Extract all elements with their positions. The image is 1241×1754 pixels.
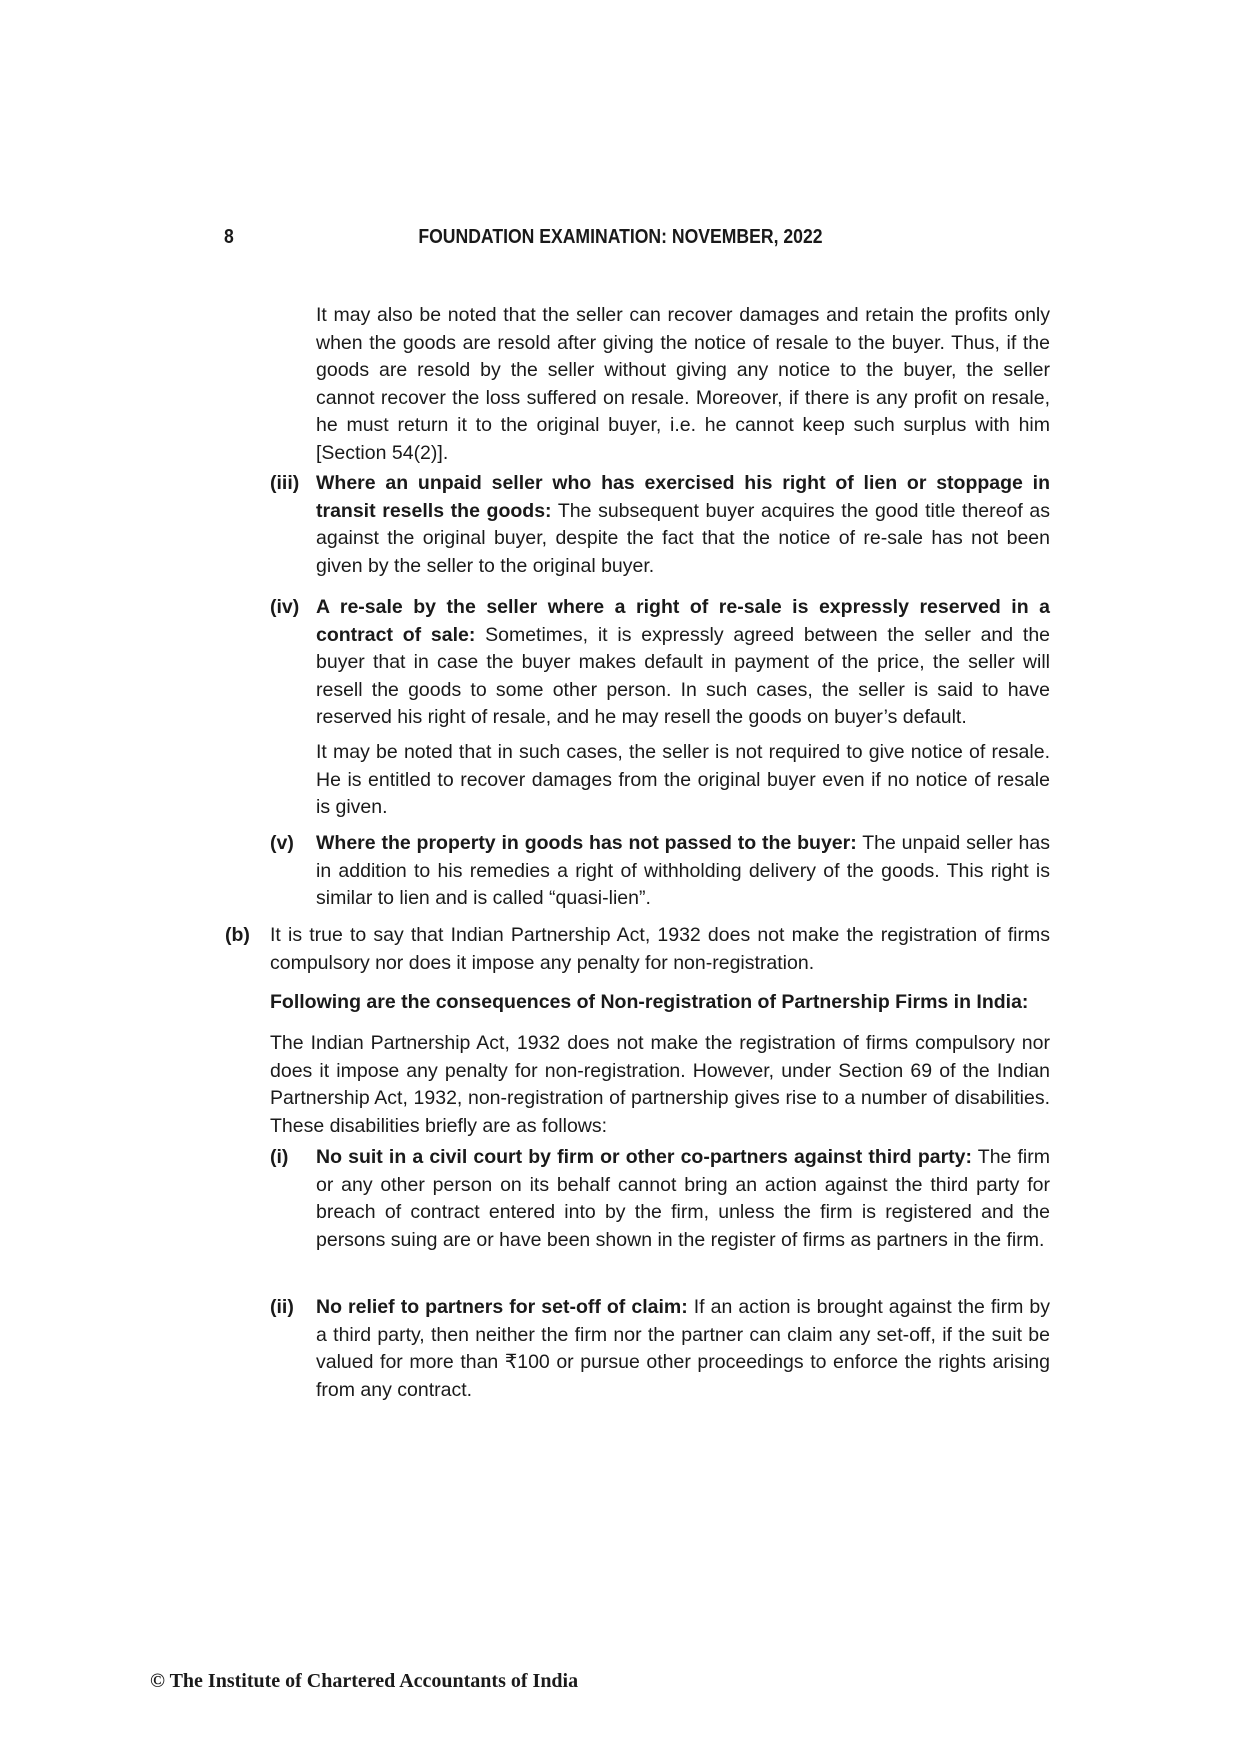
item-text: Sometimes, it is expressly agreed between the seller and the buyer that in case the buyer makes default in payment of the price, the seller will resell the goods to some other person. In such cases, the seller is said to have reserved his right of resale, and he may resell the goods on buyer’s default. [316, 623, 1051, 728]
item-heading: Where an unpaid seller who has exercised his right of lien or stoppage in transit resells the goods: [316, 472, 1050, 522]
item-body [316, 1294, 1050, 1404]
item-heading: No suit in a civil court by firm or other co-partners against third party: [316, 1146, 973, 1168]
intro-paragraph: It may also be noted that the seller can recover damages and retain the profits only when the goods are resold after giving the notice of resale to the buyer. Thus, if the goods are resold by the seller without giving any notice to the buyer, the seller cannot recover the loss suffered on resale. Moreover, if there is any profit on resale, he must return it to the original buyer, i.e. he cannot keep such surplus with him [Section 54(2)]. [316, 304, 1050, 464]
part-b-paragraph: The Indian Partnership Act, 1932 does not make the registration of firms compulsory nor does it impose any penalty for non-registration. However, under Section 69 of the Indian Partnership Act, 1932, non-registration of partnership gives rise to a number of disabilities. These disabilities briefly are as follows: [270, 1032, 1050, 1137]
item-heading: Where the property in goods has not passed to the buyer: [316, 832, 857, 854]
item-text: If an action is brought against the firm by a third party, then neither the firm nor the partner can claim any set-off, if the suit be valued for more than ₹100 or pursue other proceedings to enforce the rights arising from any contract. [316, 1296, 1051, 1401]
item-label: (i) [270, 1146, 289, 1168]
part-b-label: (b) [225, 924, 250, 946]
item-label: (iv) [270, 596, 300, 618]
part-b-subheading [270, 989, 1050, 1017]
item-body [316, 470, 1050, 580]
item-heading: A re-sale by the seller where a right of re-sale is expressly reserved in a contract of sale: [316, 596, 1050, 646]
part-b-text: It is true to say that Indian Partnership Act, 1932 does not make the registration of firms compulsory nor does it impose any penalty for non-registration. [270, 924, 1050, 974]
item-note: It may be noted that in such cases, the seller is not required to give notice of resale. He is entitled to recover damages from the original buyer even if no notice of resale is given. [316, 741, 1050, 818]
item-body [316, 1144, 1050, 1254]
item-label: (iii) [270, 472, 300, 494]
running-header: FOUNDATION EXAMINATION: NOVEMBER, 2022 [418, 226, 823, 248]
item-text: The subsequent buyer acquires the good title thereof as against the original buyer, despite the fact that the notice of re-sale has not been given by the seller to the original buyer. [316, 499, 1050, 577]
page-number: 8 [224, 226, 234, 248]
item-text: The firm or any other person on its behalf cannot bring an action against the third party for breach of contract entered into by the firm, unless the firm is registered and the persons suing are or have been shown in the register of firms as partners in the firm. [316, 1146, 1050, 1251]
item-label: (v) [270, 832, 294, 854]
footer-copyright: © The Institute of Chartered Accountants of India [150, 1670, 579, 1692]
item-body [316, 594, 1050, 732]
item-heading: No relief to partners for set-off of claim: [316, 1296, 688, 1318]
item-body [316, 830, 1050, 913]
item-text: The unpaid seller has in addition to his remedies a right of withholding delivery of the goods. This right is similar to lien and is called “quasi-lien”. [316, 832, 1050, 909]
subheading-text: Following are the consequences of Non-registration of Partnership Firms in India: [270, 991, 1029, 1013]
item-label: (ii) [270, 1296, 294, 1318]
